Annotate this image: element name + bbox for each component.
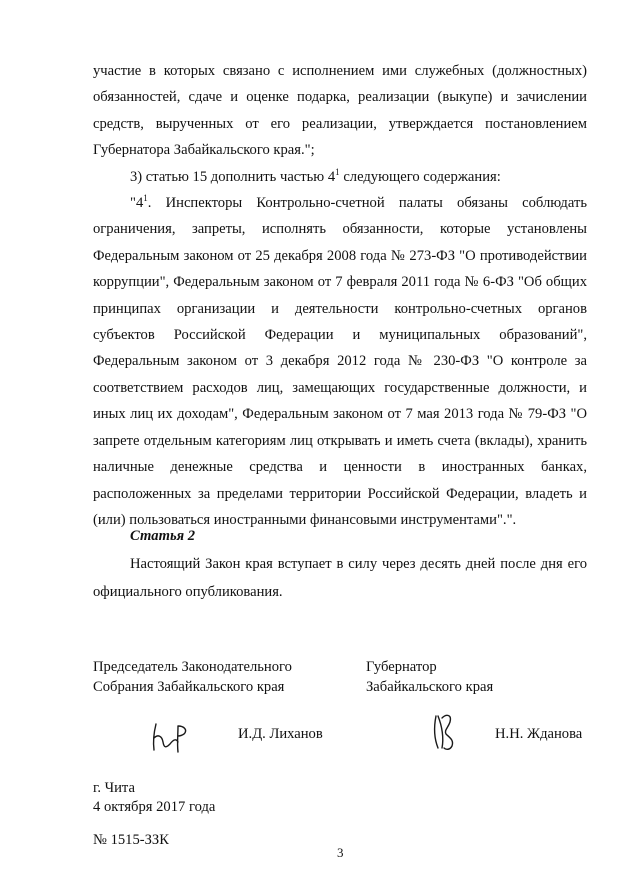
article-heading: Статья 2 [130, 528, 196, 544]
left-signatory-title-line2: Собрания Забайкальского края [93, 679, 285, 695]
right-signatory-title-line1: Губернатор [366, 659, 437, 675]
article-paragraph: Настоящий Закон края вступает в силу через десять дней после дня его официального опубликования. [93, 556, 587, 600]
paragraph-amendment-text [93, 190, 587, 533]
page-number: 3 [337, 845, 344, 860]
paragraph-amendment-intro [93, 164, 587, 190]
paragraph-continuation: участие в которых связано с исполнением ими служебных (должностных) обязанностей, сдаче и оценке подарка, реализации (выкупе) и зачислении средств, вырученных от его реализации, утверждается постановлением Губернатора Забайкальского края."; [93, 63, 587, 159]
document-body [93, 58, 587, 533]
amendment-text-before: "4 [130, 195, 144, 212]
amendment-text-after: . Инспекторы Контрольно-счетной палаты обязаны соблюдать ограничения, запреты, исполнять обязанности, которые установлены Федеральным законом от 25 декабря 2008 года № 273-ФЗ "О противодействии коррупции", Федеральным законом от 7 февраля 2011 года № 6-ФЗ "Об общих принципах организации и деятельности контрольно-счетных органов субъектов Российской Федерации и муниципальных образований", Федеральным законом от 3 декабря 2012 года № 230-ФЗ "О контроле за соответствием расходов лиц, замещающих государственные должности, и иных лиц их доходам", Федеральным законом от 7 мая 2013 года № 79-ФЗ "О запрете отдельным категориям лиц открывать и иметь счета (вклады), хранить наличные денежные средства и ценности в иностранных банках, расположенных за пределами территории Российской Федерации, владеть и (или) пользоваться иностранными финансовыми инструментами".". [93, 195, 587, 528]
left-signatory-name: И.Д. Лиханов [238, 726, 323, 742]
amendment-text-superscript: 1 [143, 193, 148, 204]
amendment-intro-text-before: 3) статью 15 дополнить частью 4 [130, 168, 336, 185]
right-handwritten-signature [428, 708, 468, 754]
footer-date: 4 октября 2017 года [93, 799, 216, 815]
amendment-intro-text-after: следующего содержания: [339, 168, 501, 185]
footer-law-number: № 1515-ЗЗК [93, 832, 169, 848]
right-signatory-title [366, 657, 493, 697]
left-signatory-title-line1: Председатель Законодательного [93, 659, 292, 675]
amendment-intro-superscript: 1 [335, 166, 340, 177]
right-signatory-title-line2: Забайкальского края [366, 679, 494, 695]
article-body [93, 550, 587, 606]
left-handwritten-signature [148, 718, 198, 758]
footer-city: г. Чита [93, 780, 135, 796]
left-signatory-title [93, 657, 292, 697]
right-signatory-name: Н.Н. Жданова [495, 726, 583, 742]
